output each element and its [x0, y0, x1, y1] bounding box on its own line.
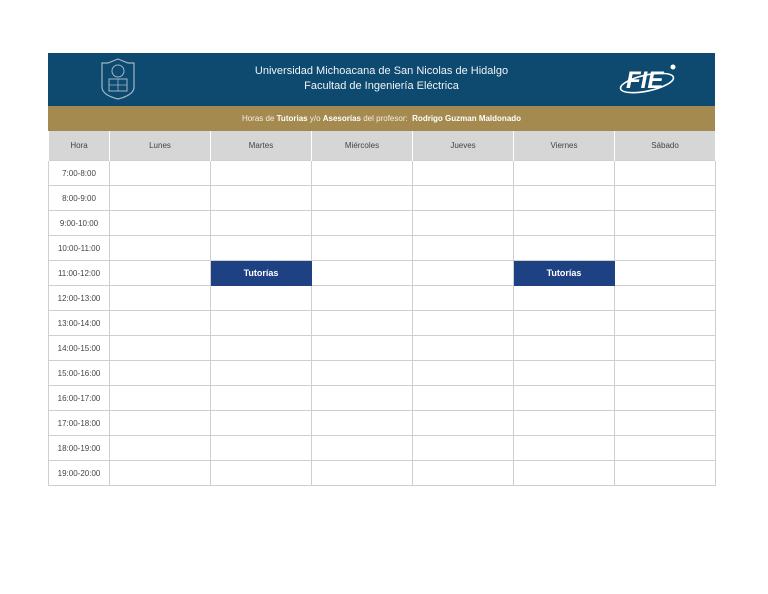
- schedule-cell: [110, 461, 211, 486]
- schedule-cell: [110, 411, 211, 436]
- schedule-cell: [615, 436, 716, 461]
- column-header-miercoles: Miércoles: [312, 131, 413, 161]
- hour-cell: 11:00-12:00: [49, 261, 110, 286]
- schedule-cell: [413, 236, 514, 261]
- table-row: [49, 211, 716, 236]
- hour-cell: 8:00-9:00: [49, 186, 110, 211]
- schedule-cell: [211, 286, 312, 311]
- table-row: [49, 336, 716, 361]
- schedule-cell: [615, 361, 716, 386]
- schedule-cell: [110, 361, 211, 386]
- schedule-cell: [312, 436, 413, 461]
- tutoring-slot: Tutorías: [514, 261, 615, 286]
- schedule-cell: [514, 186, 615, 211]
- schedule-cell: [615, 161, 716, 186]
- schedule-cell: [514, 236, 615, 261]
- schedule-cell: [312, 311, 413, 336]
- schedule-cell: [312, 211, 413, 236]
- schedule-cell: [110, 336, 211, 361]
- table-row: [49, 461, 716, 486]
- schedule-cell: [413, 436, 514, 461]
- hour-cell: 13:00-14:00: [49, 311, 110, 336]
- schedule-cell: [211, 236, 312, 261]
- schedule-cell: [110, 161, 211, 186]
- table-row: [49, 261, 716, 286]
- schedule-cell: [211, 436, 312, 461]
- subheader-prefix: Horas de: [241, 114, 275, 123]
- table-row: [49, 361, 716, 386]
- table-row: [49, 161, 716, 186]
- table-row: [49, 311, 716, 336]
- schedule-cell: [514, 461, 615, 486]
- subheader-mid: y/o: [309, 114, 321, 123]
- column-header-viernes: Viernes: [514, 131, 615, 161]
- schedule-cell: [312, 336, 413, 361]
- professor-name: Rodrigo Guzman Maldonado: [412, 114, 522, 123]
- schedule-cell: [413, 286, 514, 311]
- hour-cell: 15:00-16:00: [49, 361, 110, 386]
- header-row: [49, 131, 716, 161]
- schedule-cell: [110, 286, 211, 311]
- schedule-cell: [514, 161, 615, 186]
- hour-cell: 9:00-10:00: [49, 211, 110, 236]
- schedule-cell: [413, 461, 514, 486]
- fie-logo-icon: [618, 59, 680, 99]
- column-header-sabado: Sábado: [615, 131, 716, 161]
- column-header-hora: Hora: [49, 131, 110, 161]
- schedule-cell: [413, 411, 514, 436]
- schedule-cell: [110, 236, 211, 261]
- subheader-tutorias: Tutorias: [276, 114, 308, 123]
- schedule-cell: [211, 411, 312, 436]
- schedule-cell: [514, 286, 615, 311]
- schedule-cell: [413, 186, 514, 211]
- schedule-cell: [615, 261, 716, 286]
- hour-cell: 18:00-19:00: [49, 436, 110, 461]
- schedule-cell: [615, 311, 716, 336]
- schedule-cell: [615, 186, 716, 211]
- fie-logo-text: FIE: [626, 67, 664, 94]
- hour-cell: 16:00-17:00: [49, 386, 110, 411]
- schedule-cell: [211, 186, 312, 211]
- schedule-cell: [211, 161, 312, 186]
- schedule-cell: [312, 186, 413, 211]
- hour-cell: 17:00-18:00: [49, 411, 110, 436]
- schedule-cell: [312, 361, 413, 386]
- table-row: [49, 411, 716, 436]
- schedule-cell: [110, 386, 211, 411]
- schedule-cell: [413, 261, 514, 286]
- schedule-table: [48, 131, 716, 486]
- subheader-suffix: del profesor:: [363, 114, 408, 123]
- tutoring-slot: Tutorías: [211, 261, 312, 286]
- schedule-cell: [413, 211, 514, 236]
- schedule-cell: [110, 436, 211, 461]
- schedule-cell: [514, 211, 615, 236]
- schedule-cell: [615, 286, 716, 311]
- table-row: [49, 386, 716, 411]
- schedule-cell: [312, 411, 413, 436]
- schedule-cell: [514, 336, 615, 361]
- schedule-cell: [211, 336, 312, 361]
- schedule-cell: [211, 311, 312, 336]
- schedule-cell: [110, 311, 211, 336]
- schedule-cell: [211, 386, 312, 411]
- schedule-sheet: [48, 53, 715, 486]
- university-title: Universidad Michoacana de San Nicolas de Hidalgo: [254, 65, 509, 77]
- professor-bar: [48, 106, 715, 131]
- schedule-cell: [615, 386, 716, 411]
- schedule-cell: [211, 461, 312, 486]
- schedule-cell: [615, 336, 716, 361]
- schedule-cell: [615, 211, 716, 236]
- schedule-cell: [413, 361, 514, 386]
- table-row: [49, 436, 716, 461]
- schedule-cell: [312, 461, 413, 486]
- hour-cell: 10:00-11:00: [49, 236, 110, 261]
- column-header-lunes: Lunes: [110, 131, 211, 161]
- hour-cell: 19:00-20:00: [49, 461, 110, 486]
- schedule-cell: [110, 211, 211, 236]
- schedule-cell: [110, 261, 211, 286]
- schedule-cell: [211, 211, 312, 236]
- table-row: [49, 236, 716, 261]
- column-header-martes: Martes: [211, 131, 312, 161]
- schedule-cell: [615, 461, 716, 486]
- hour-cell: 14:00-15:00: [49, 336, 110, 361]
- schedule-cell: [312, 286, 413, 311]
- hour-cell: 12:00-13:00: [49, 286, 110, 311]
- schedule-cell: [312, 236, 413, 261]
- schedule-cell: [211, 361, 312, 386]
- schedule-cell: [312, 386, 413, 411]
- subheader-asesorias: Asesorías: [322, 114, 361, 123]
- faculty-title: Facultad de Ingeniería Eléctrica: [304, 80, 459, 92]
- schedule-cell: [413, 386, 514, 411]
- schedule-cell: [615, 411, 716, 436]
- schedule-cell: [312, 261, 413, 286]
- schedule-cell: [413, 161, 514, 186]
- schedule-cell: [615, 236, 716, 261]
- schedule-cell: [514, 311, 615, 336]
- schedule-cell: [413, 336, 514, 361]
- schedule-cell: [312, 161, 413, 186]
- schedule-cell: [514, 411, 615, 436]
- schedule-cell: [514, 361, 615, 386]
- column-header-jueves: Jueves: [413, 131, 514, 161]
- table-row: [49, 286, 716, 311]
- schedule-cell: [110, 186, 211, 211]
- schedule-cell: [413, 311, 514, 336]
- header-banner: [48, 53, 715, 106]
- hour-cell: 7:00-8:00: [49, 161, 110, 186]
- schedule-cell: [514, 436, 615, 461]
- table-row: [49, 186, 716, 211]
- schedule-cell: [514, 386, 615, 411]
